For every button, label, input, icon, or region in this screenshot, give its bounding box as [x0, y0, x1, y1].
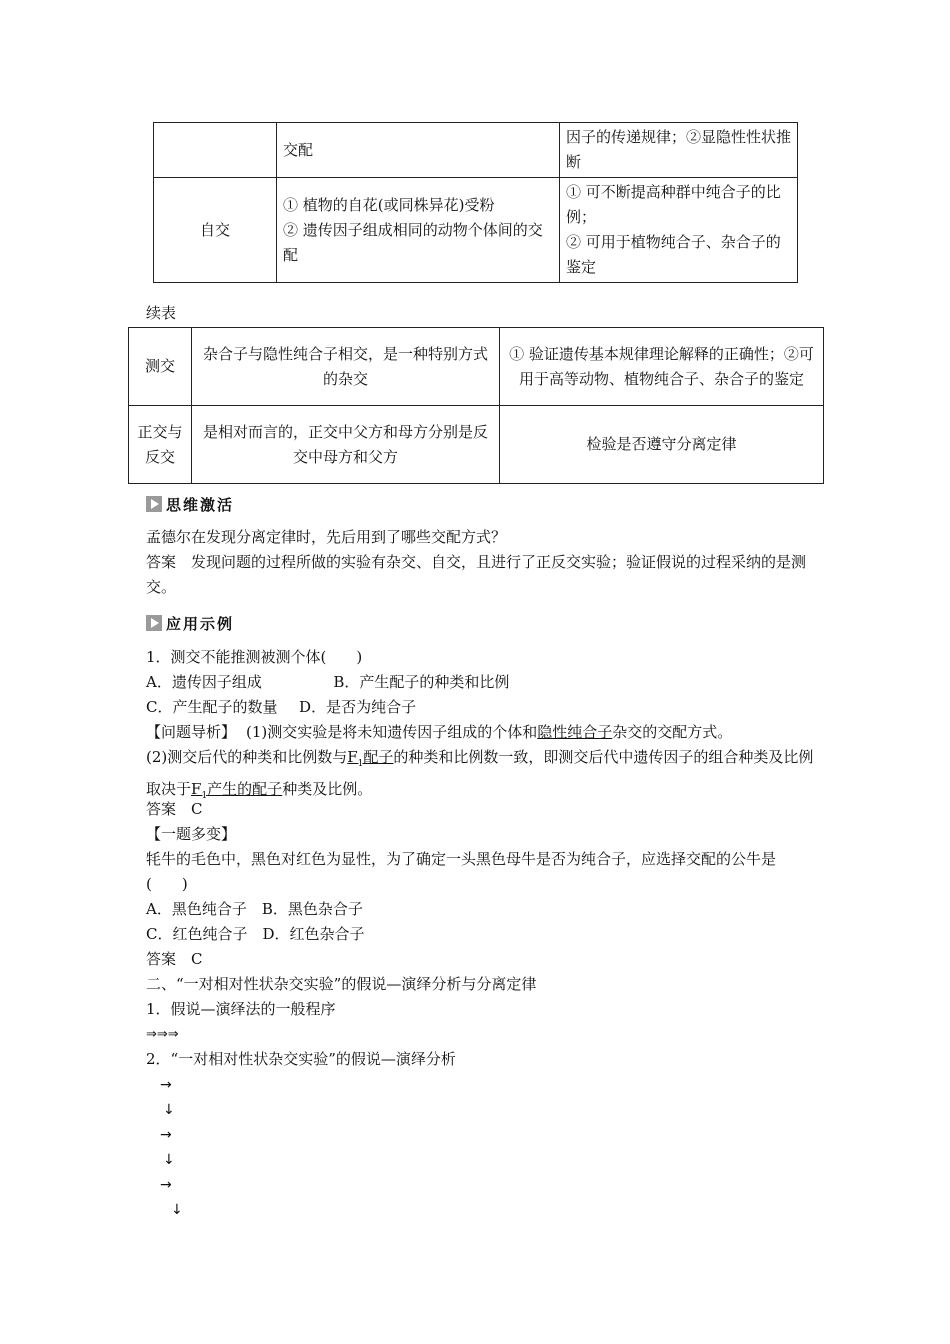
question-1-options-ab: [146, 670, 509, 695]
option-a: A．遗传因子组成: [146, 673, 262, 691]
right-arrow-icon: →: [160, 1077, 172, 1093]
section-title: 应用示例: [166, 614, 235, 633]
option-b: B．产生配子的种类和比例: [333, 673, 510, 691]
section-title: 思维激活: [166, 495, 235, 514]
guide-label: 【问题导析】: [146, 723, 237, 741]
table-cell: [277, 178, 560, 283]
part2-heading: 二、“一对相对性状杂交实验”的假说—演绎分析与分离定律: [146, 975, 537, 993]
table-cell: [560, 178, 798, 283]
guide-line-1: [146, 720, 732, 745]
guide-line-2: [146, 745, 816, 809]
variant-question: 牦牛的毛色中，黑色对红色为显性，为了确定一头黑色母牛是否为纯合子，应选择交配的公牛是( ): [146, 850, 777, 893]
guide-keyword-text: 产生的配子: [207, 780, 283, 798]
cell-line: ② 遗传因子组成相同的动物个体间的交配: [283, 220, 543, 264]
guide-keyword: [191, 780, 283, 801]
f-subscript: 1: [357, 759, 364, 769]
answer-1: 答案 C: [146, 800, 203, 818]
guide-text: (2)测交后代的种类和比例数与: [146, 748, 348, 766]
table-row: [154, 123, 798, 178]
section-header-thinking: [146, 495, 234, 513]
f-subscript: 1: [201, 791, 208, 801]
variant-options-ab: A．黑色纯合子 B．黑色杂合子: [146, 900, 363, 918]
down-arrow-icon: ↓: [171, 1202, 183, 1218]
table-cell: 正交与反交: [129, 406, 192, 484]
thinking-question: 孟德尔在发现分离定律时，先后用到了哪些交配方式？: [146, 528, 507, 546]
mating-table-part2: [128, 327, 824, 484]
down-arrow-icon: ↓: [163, 1102, 175, 1118]
table-cell: 测交: [129, 328, 192, 406]
section-header-example: [146, 614, 234, 632]
right-arrow-icon: →: [160, 1127, 172, 1143]
cell-line: ① 植物的自花(或同株异花)受粉: [283, 195, 495, 214]
cell-line: ① 可不断提高种群中纯合子的比例；: [566, 183, 781, 226]
f-symbol: F: [191, 780, 202, 798]
option-d: D．是否为纯合子: [299, 698, 417, 716]
table-cell: 检验是否遵守分离定律: [500, 406, 824, 484]
table-cell: 交配: [277, 123, 560, 178]
guide-text: 杂交的交配方式。: [612, 723, 733, 741]
play-icon: [146, 496, 162, 512]
thinking-answer: 答案 发现问题的过程所做的实验有杂交、自交，且进行了正反交实验；验证假说的过程采纳的是测交。: [146, 553, 807, 596]
guide-keyword: 隐性纯合子: [537, 723, 613, 741]
table-cell: [154, 123, 277, 178]
table-cell: 因子的传递规律；②显隐性性状推断: [560, 123, 798, 178]
f-symbol: F: [347, 748, 358, 766]
table-row: [129, 328, 824, 406]
guide-keyword-text: 配子: [363, 748, 394, 766]
variant-label: 【一题多变】: [146, 825, 237, 843]
guide-keyword: [347, 748, 394, 769]
guide-text: (1)测交实验是将未知遗传因子组成的个体和: [246, 723, 538, 741]
table-row: [154, 178, 798, 283]
option-c: C．产生配子的数量: [146, 698, 278, 716]
table-cell: 杂合子与隐性纯合子相交，是一种特别方式的杂交: [192, 328, 500, 406]
table-cell: ① 验证遗传基本规律理论解释的正确性；②可用于高等动物、植物纯合子、杂合子的鉴定: [500, 328, 824, 406]
table-cell: 是相对而言的，正交中父方和母方分别是反交中母方和父方: [192, 406, 500, 484]
part2-item-1: 1．假说—演绎法的一般程序: [146, 1000, 336, 1018]
table-row: [129, 406, 824, 484]
part2-item-2: 2．“一对相对性状杂交实验”的假说—演绎分析: [146, 1050, 456, 1068]
play-icon: [146, 615, 162, 631]
variant-options-cd: C．红色纯合子 D．红色杂合子: [146, 925, 365, 943]
answer-2: 答案 C: [146, 950, 203, 968]
right-arrow-icon: →: [160, 1177, 172, 1193]
table-cell: 自交: [154, 178, 277, 283]
procedure-arrows: ⇒⇒⇒: [146, 1027, 179, 1042]
guide-text: 种类及比例。: [282, 780, 373, 798]
question-1: 1．测交不能推测被测个体( ): [146, 648, 363, 666]
continued-label: 续表: [146, 304, 177, 322]
cell-line: ② 可用于植物纯合子、杂合子的鉴定: [566, 233, 781, 276]
down-arrow-icon: ↓: [163, 1152, 175, 1168]
mating-table-part1: [153, 122, 798, 283]
guide-text: 的种类和比例数一致，即测交后代中遗传因子的组合种类及比例取决于: [146, 748, 814, 798]
question-1-options-cd: [146, 695, 416, 720]
